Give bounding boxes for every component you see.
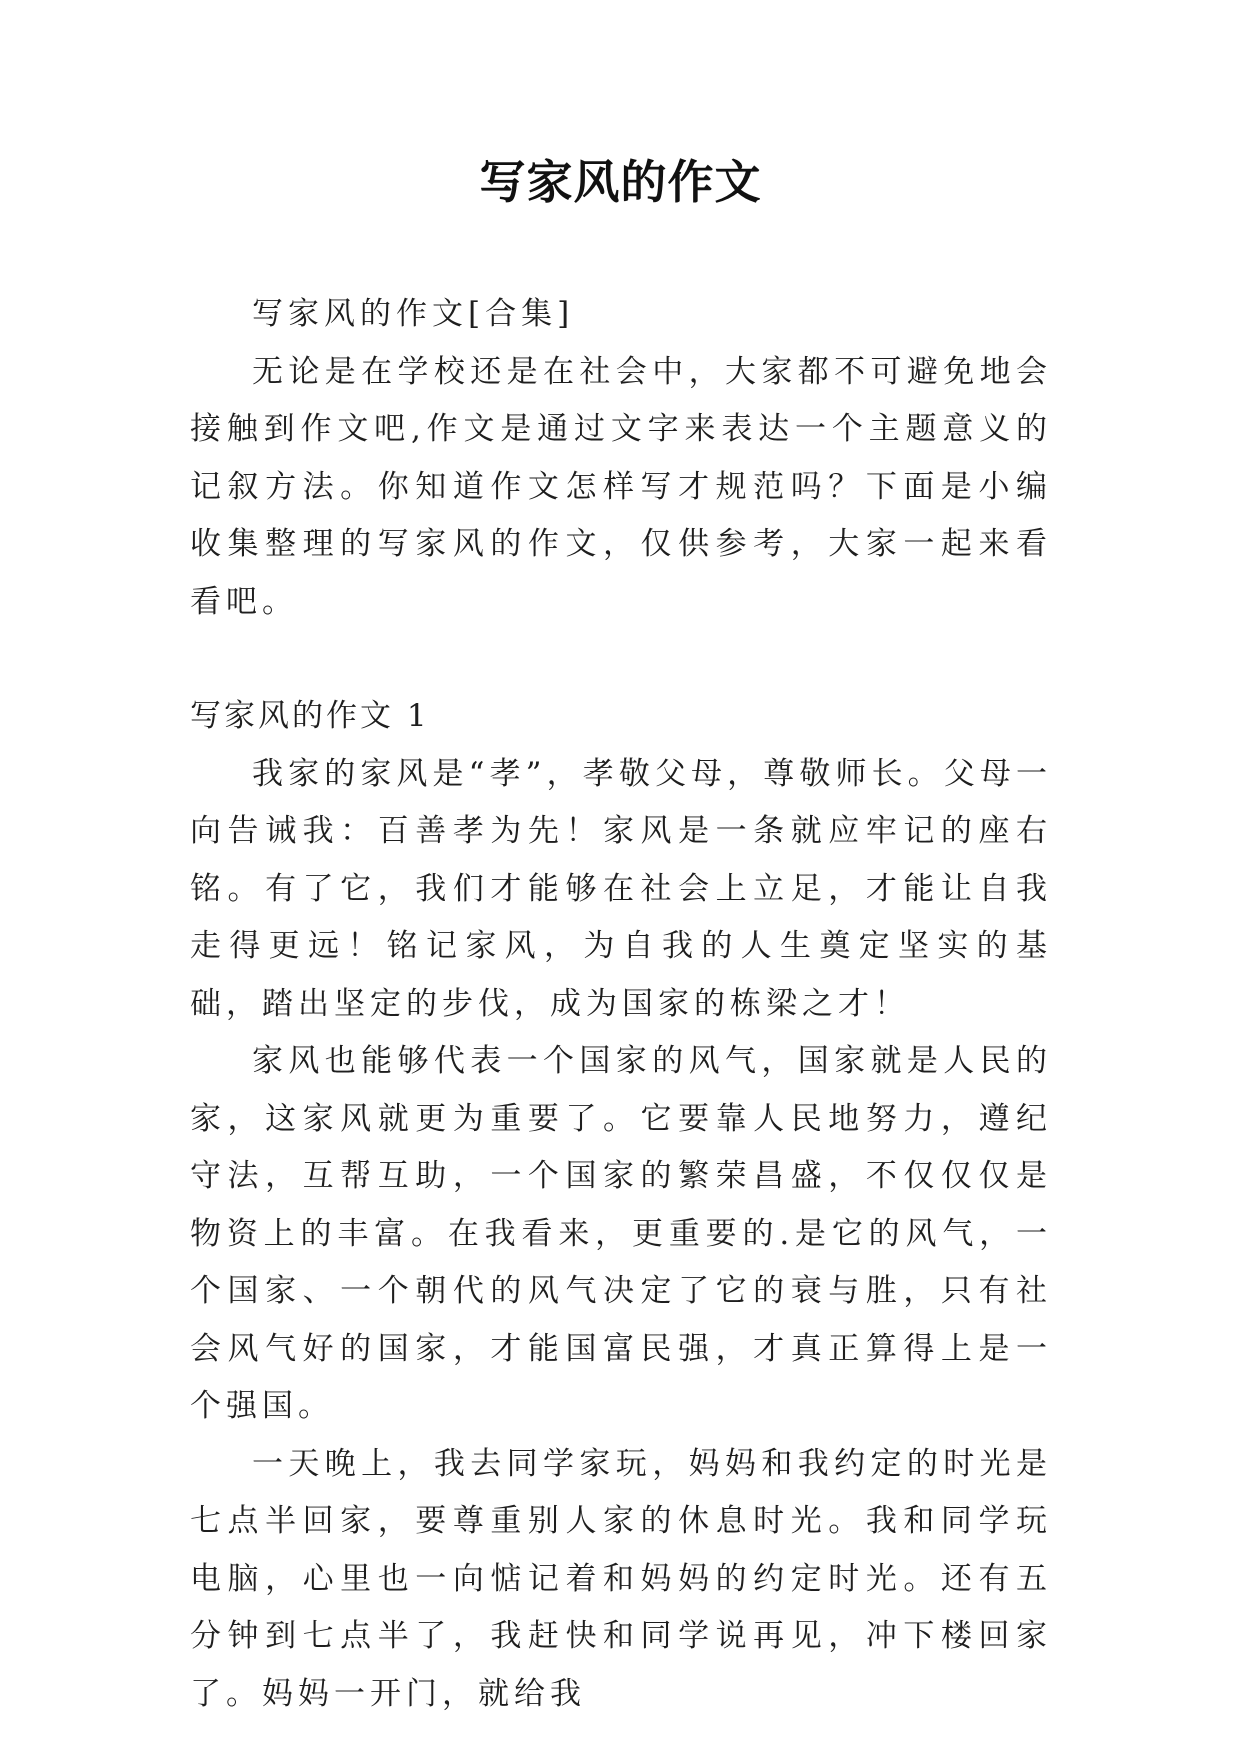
body-paragraph: 我家的家风是“孝”，孝敬父母，尊敬师长。父母一向告诫我：百善孝为先！家风是一条就应牢记的座右铭。有了它，我们才能够在社会上立足，才能让自我走得更远！铭记家风，为自我的人生奠定坚实的基础，踏出坚定的步伐，成为国家的栋梁之才！ [190, 755, 1052, 1022]
intro-paragraph: 无论是在学校还是在社会中，大家都不可避免地会接触到作文吧,作文是通过文字来表达一个主题意义的记叙方法。你知道作文怎样写才规范吗？下面是小编收集整理的写家风的作文，仅供参考，大家一起来看看吧。 [190, 353, 1052, 620]
document-title: 写家风的作文 [479, 155, 762, 209]
body-paragraph: 一天晚上，我去同学家玩，妈妈和我约定的时光是七点半回家，要尊重别人家的休息时光。我和同学玩电脑，心里也一向惦记着和妈妈的约定时光。还有五分钟到七点半了，我赶快和同学说再见，冲下楼回家了。妈妈一开门，就给我 [190, 1445, 1052, 1712]
body-paragraph: 家风也能够代表一个国家的风气，国家就是人民的家，这家风就更为重要了。它要靠人民地努力，遵纪守法，互帮互助，一个国家的繁荣昌盛，不仅仅仅是物资上的丰富。在我看来，更重要的.是它的风气，一个国家、一个朝代的风气决定了它的衰与胜，只有社会风气好的国家，才能国富民强，才真正算得上是一个强国。 [190, 1043, 1052, 1424]
section-heading: 写家风的作文 1 [190, 698, 430, 734]
document-subtitle: 写家风的作文[合集] [252, 296, 575, 332]
document-body [190, 286, 1052, 1723]
